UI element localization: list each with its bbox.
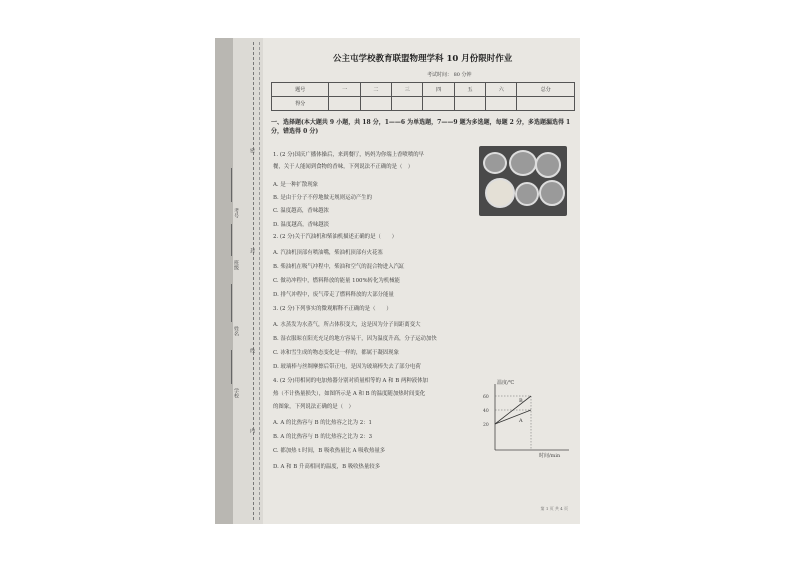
field-name-line [231, 284, 232, 322]
question-1-line-2: 餐，关于人能闻到食物的香味，下列说法不正确的是（ ） [273, 164, 414, 170]
score-cell [423, 97, 454, 111]
seal-char-4: 内 [249, 428, 255, 433]
question-4-line-1: 4. (2 分)用相同的电加热器分别对质量相等的 A 和 B 两种液体加 [273, 378, 428, 384]
question-4-option-b: B. A 的比热容与 B 的比热容之比为 2：3 [273, 434, 373, 440]
breakfast-photo [479, 146, 567, 216]
seal-line [253, 42, 254, 520]
question-2-option-a: A. 汽油机顶部有喷油嘴，柴油机顶部有火花塞 [273, 250, 383, 256]
y-tick-label: 40 [483, 409, 489, 414]
question-3-option-a: A. 水蒸发为水蒸气，所占体积变大，这是因为分子间距离变大 [273, 322, 421, 328]
score-cell [454, 97, 485, 111]
y-axis-label: 温度/℃ [497, 380, 515, 386]
score-header-cell: 四 [423, 83, 454, 97]
y-tick-label: 60 [483, 395, 489, 400]
question-3-option-c: C. 冰和雪生成的物态变化是一样的，都属于凝固现象 [273, 350, 399, 356]
temperature-time-graph [481, 378, 573, 458]
question-4-option-a: A. A 的比热容与 B 的比热容之比为 2：1 [273, 420, 372, 426]
page-number: 第 1 页 共 4 页 [540, 506, 568, 511]
score-cell [360, 97, 391, 111]
series-label-b: B [519, 398, 523, 404]
seal-char-1: 密 [249, 148, 255, 153]
question-4-line-3: 的图象，下列说法正确的是（ ） [273, 404, 354, 410]
question-2-option-b: B. 柴油机在吸气冲程中，柴油和空气的混合物进入汽缸 [273, 264, 405, 270]
score-header-cell: 题号 [272, 83, 329, 97]
score-header-cell: 一 [329, 83, 360, 97]
score-header-cell: 六 [486, 83, 517, 97]
plate-icon [483, 152, 507, 174]
binding-margin [215, 38, 263, 524]
score-cell [486, 97, 517, 111]
plate-icon [539, 180, 565, 206]
question-3-stem: 3. (2 分)下列事实的微观解释不正确的是（ ） [273, 306, 392, 312]
score-header-cell: 二 [360, 83, 391, 97]
question-2-stem: 2. (2 分)关于汽油机和柴油机描述正确的是（ ） [273, 234, 398, 240]
plate-icon [535, 152, 561, 178]
exam-sheet [267, 38, 580, 524]
exam-title: 公主屯学校教育联盟物理学科 10 月份限时作业 [333, 54, 513, 64]
score-cell [392, 97, 423, 111]
field-class-label: 班级 [233, 260, 239, 270]
field-school-label: 学校 [233, 388, 239, 398]
field-class-line [231, 224, 232, 256]
exam-photo [215, 38, 580, 524]
field-exam-number-line [231, 168, 232, 202]
field-exam-number-label: 考号 [233, 208, 239, 218]
question-1-line-1: 1. (2 分)国庆广播体操后，来到餐厅，妈妈为你端上香喷喷的早 [273, 152, 424, 158]
plate-icon [509, 150, 537, 176]
score-cell [329, 97, 360, 111]
score-header-cell: 总分 [517, 83, 575, 97]
binding-strip [215, 38, 233, 524]
score-row-label: 得分 [272, 97, 329, 111]
question-1-option-c: C. 温度越高，香味越浓 [273, 208, 329, 214]
egg-plate-icon [485, 178, 515, 208]
question-3-option-d: D. 玻璃棒与丝绸摩擦后带正电，是因为玻璃棒失去了部分电荷 [273, 364, 421, 370]
question-1-option-a: A. 是一种扩散现象 [273, 182, 319, 188]
score-header-cell: 三 [392, 83, 423, 97]
series-label-a: A [519, 418, 523, 424]
score-table-row [272, 97, 575, 111]
score-table-header [272, 83, 575, 97]
seal-line-inner [259, 42, 260, 520]
seal-char-3: 线 [249, 348, 255, 353]
score-header-cell: 五 [454, 83, 485, 97]
question-4-option-c: C. 都加热 t 时间，B 吸收热量比 A 吸收热量多 [273, 448, 386, 454]
question-3-option-b: B. 湿衣服晾在阳光充足的地方容易干，因为温度升高，分子运动加快 [273, 336, 437, 342]
section-heading: 一、选择题(本大题共 9 小题，共 18 分，1——6 为单选题，7——9 题为多选题，每题 2 分，多选题漏选得 1 分，错选得 0 分) [271, 119, 571, 135]
question-4-line-2: 热（不计热量损失），如图所示是 A 和 B 的温度随加热时间变化 [273, 391, 426, 397]
question-1-option-d: D. 温度越高，香味越淡 [273, 222, 330, 228]
field-school-line [231, 350, 232, 384]
score-table [271, 82, 575, 111]
score-cell [517, 97, 575, 111]
question-2-option-c: C. 做功冲程中，燃料释放的能量 100%转化为机械能 [273, 278, 400, 284]
x-axis-label: 时间/min [539, 453, 561, 458]
question-2-option-d: D. 排气冲程中，废气带走了燃料释放的大部分能量 [273, 292, 394, 298]
question-4-option-d: D. A 和 B 升高相同的温度，B 吸收热量较多 [273, 464, 381, 470]
plate-icon [515, 182, 539, 206]
line-a [495, 410, 531, 424]
question-1-option-b: B. 是由于分子不停地做无规则运动产生的 [273, 195, 373, 201]
exam-time: 考试时间： 80 分钟 [427, 72, 472, 78]
field-name-label: 姓名 [233, 326, 239, 336]
seal-char-2: 封 [249, 248, 255, 253]
y-tick-label: 20 [483, 423, 489, 428]
